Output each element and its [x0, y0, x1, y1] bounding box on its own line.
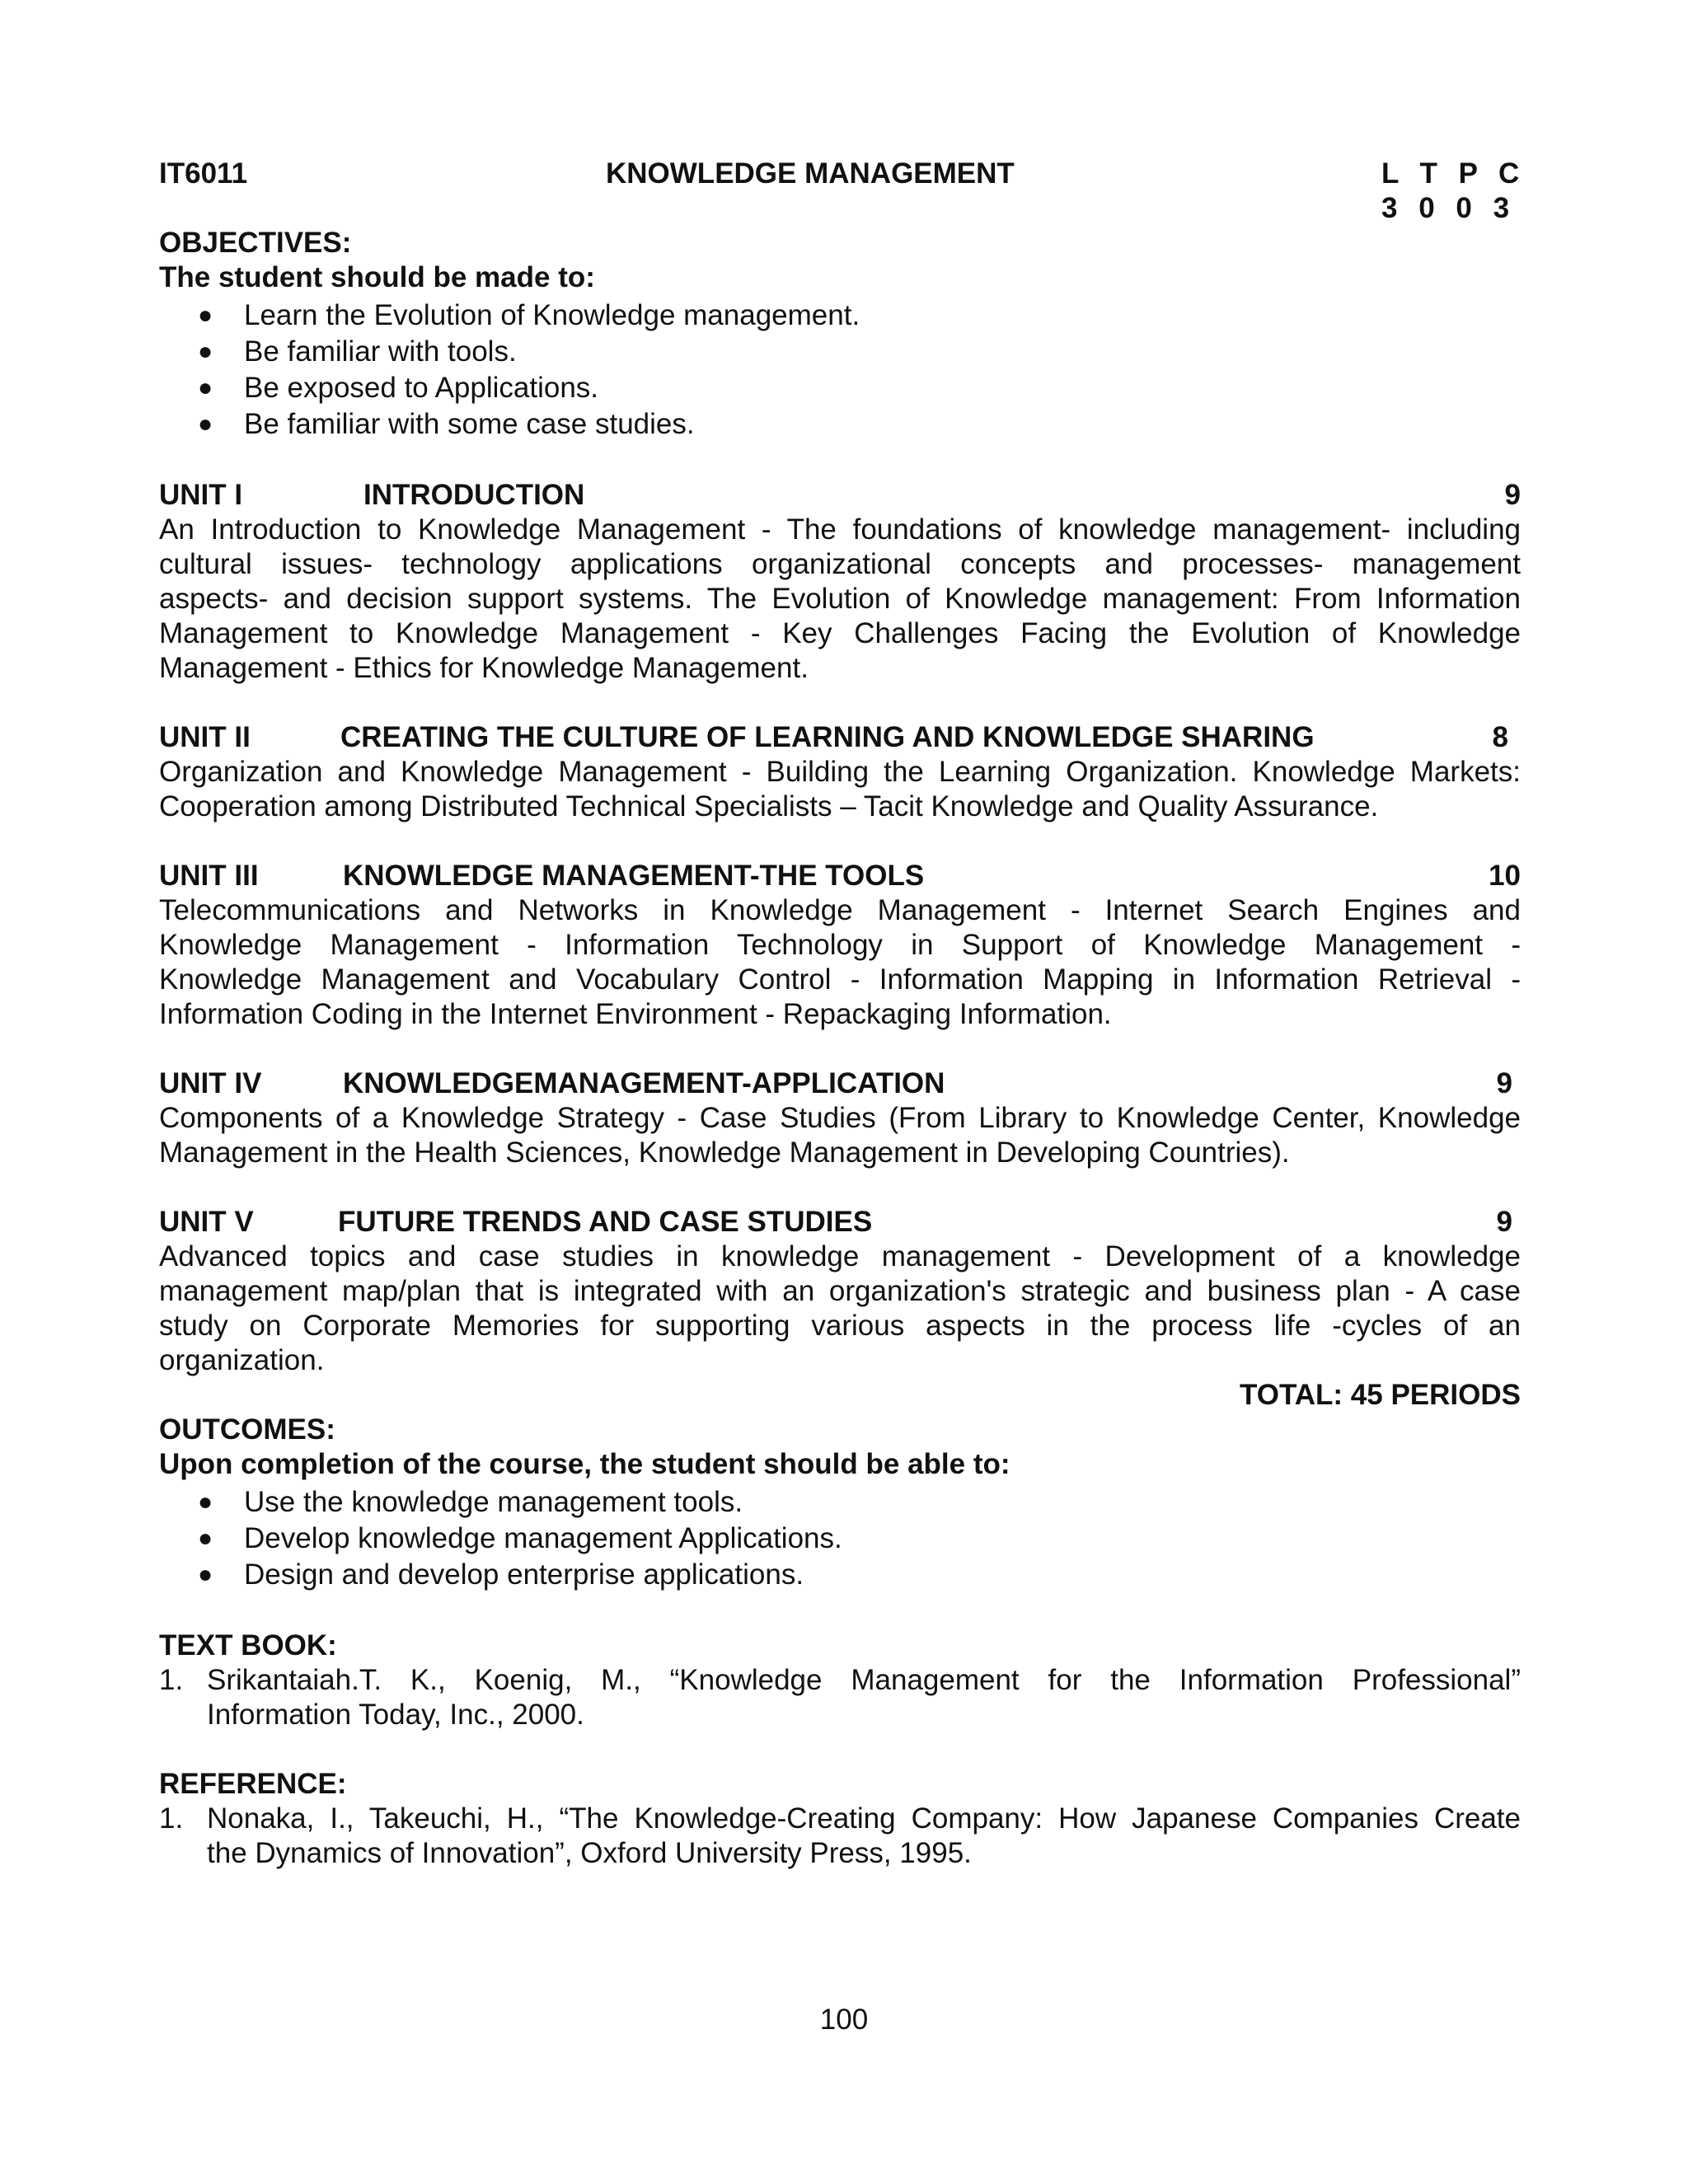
unit-line: cultural issues- technology applications organizational concepts and processes- management — [159, 548, 1521, 580]
list-item — [0, 407, 1688, 442]
unit-line: Management to Knowledge Management - Key Challenges Facing the Evolution of Knowledge — [159, 617, 1521, 649]
page-number: 100 — [819, 2004, 869, 2036]
reference-line: the Dynamics of Innovation”, Oxford University Press, 1995. — [207, 1837, 972, 1869]
unit-line: study on Corporate Memories for supporting various aspects in the process life -cycles of an — [159, 1310, 1521, 1342]
textbook-heading: TEXT BOOK: — [159, 1629, 337, 1661]
list-item — [0, 371, 1688, 405]
list-item — [0, 1485, 1688, 1520]
unit-label: UNIT II — [159, 721, 251, 753]
list-item — [0, 1521, 1688, 1556]
unit-body — [159, 755, 1521, 824]
bullet-icon: ● — [198, 338, 213, 365]
outcomes-intro: Upon completion of the course, the student should be able to: — [159, 1448, 1010, 1480]
unit-hours: 9 — [1496, 1206, 1512, 1238]
unit-hours: 10 — [1489, 860, 1521, 892]
bullet-icon: ● — [198, 1488, 213, 1516]
unit-line: Knowledge Management and Vocabulary Control - Information Mapping in Information Retrieval - — [159, 963, 1521, 996]
unit-line: Information Coding in the Internet Environment - Repackaging Information. — [159, 998, 1112, 1030]
objectives-intro: The student should be made to: — [159, 261, 595, 293]
bullet-icon: ● — [198, 374, 213, 401]
bullet-icon: ● — [198, 1561, 213, 1588]
unit-line: management map/plan that is integrated with an organization's strategic and business plan - A case — [159, 1275, 1521, 1307]
objective-text: Be familiar with tools. — [244, 335, 517, 368]
textbook-line: Information Today, Inc., 2000. — [207, 1699, 584, 1731]
unit-line: Organization and Knowledge Management - Building the Learning Organization. Knowledge Markets: — [159, 756, 1521, 788]
unit-line: organization. — [159, 1344, 325, 1376]
list-item — [0, 298, 1688, 333]
outcomes-heading: OUTCOMES: — [159, 1413, 335, 1446]
objectives-heading: OBJECTIVES: — [159, 227, 352, 259]
outcome-text: Use the knowledge management tools. — [244, 1486, 743, 1518]
objective-text: Learn the Evolution of Knowledge management. — [244, 299, 860, 331]
unit-body — [159, 1240, 1521, 1378]
list-item — [0, 335, 1688, 369]
unit-title: INTRODUCTION — [363, 479, 585, 511]
outcome-text: Develop knowledge management Applications. — [244, 1522, 842, 1554]
ltpc-label: L T P C — [1381, 157, 1526, 190]
textbook-entry — [207, 1663, 1521, 1732]
unit-hours: 9 — [1496, 1067, 1512, 1099]
unit-line: Components of a Knowledge Strategy - Case Studies (From Library to Knowledge Center, Knowledge — [159, 1102, 1521, 1134]
unit-hours: 8 — [1492, 721, 1508, 753]
reference-line: Nonaka, I., Takeuchi, H., “The Knowledge-Creating Company: How Japanese Companies Create — [207, 1802, 1521, 1835]
bullet-icon: ● — [198, 1525, 213, 1552]
unit-body — [159, 513, 1521, 686]
unit-line: Knowledge Management - Information Technology in Support of Knowledge Management - — [159, 929, 1521, 961]
reference-heading: REFERENCE: — [159, 1768, 347, 1800]
unit-label: UNIT I — [159, 479, 243, 511]
list-item — [0, 1558, 1688, 1592]
ltpc-values: 3 0 0 3 — [1381, 192, 1517, 224]
unit-hours: 9 — [1504, 479, 1521, 511]
reference-number: 1. — [159, 1802, 184, 1835]
objective-text: Be exposed to Applications. — [244, 372, 599, 404]
unit-label: UNIT III — [159, 860, 259, 892]
unit-label: UNIT V — [159, 1206, 254, 1238]
unit-line: Management in the Health Sciences, Knowledge Management in Developing Countries). — [159, 1137, 1290, 1169]
unit-line: Advanced topics and case studies in knowledge management - Development of a knowledge — [159, 1240, 1521, 1272]
reference-entry — [207, 1802, 1521, 1871]
total-periods: TOTAL: 45 PERIODS — [1240, 1379, 1521, 1411]
course-code: IT6011 — [159, 157, 248, 190]
unit-line: aspects- and decision support systems. The Evolution of Knowledge management: From Information — [159, 583, 1521, 615]
unit-title: KNOWLEDGEMANAGEMENT-APPLICATION — [343, 1067, 945, 1099]
course-title: KNOWLEDGE MANAGEMENT — [606, 157, 1015, 190]
unit-label: UNIT IV — [159, 1067, 262, 1099]
textbook-number: 1. — [159, 1664, 184, 1696]
unit-line: Management - Ethics for Knowledge Management. — [159, 652, 809, 684]
textbook-line: Srikantaiah.T. K., Koenig, M., “Knowledge Management for the Information Professional” — [207, 1664, 1521, 1696]
unit-title: FUTURE TRENDS AND CASE STUDIES — [338, 1206, 873, 1238]
unit-line: Telecommunications and Networks in Knowledge Management - Internet Search Engines and — [159, 894, 1521, 926]
bullet-icon: ● — [198, 410, 213, 438]
unit-title: KNOWLEDGE MANAGEMENT-THE TOOLS — [343, 860, 925, 892]
unit-title: CREATING THE CULTURE OF LEARNING AND KNOWLEDGE SHARING — [340, 721, 1315, 753]
unit-body — [159, 893, 1521, 1032]
unit-line: Cooperation among Distributed Technical Specialists – Tacit Knowledge and Quality Assurance. — [159, 790, 1379, 823]
unit-body — [159, 1101, 1521, 1170]
outcome-text: Design and develop enterprise applications. — [244, 1558, 804, 1591]
bullet-icon: ● — [198, 302, 213, 329]
unit-line: An Introduction to Knowledge Management - The foundations of knowledge management- including — [159, 513, 1521, 546]
objective-text: Be familiar with some case studies. — [244, 408, 695, 440]
